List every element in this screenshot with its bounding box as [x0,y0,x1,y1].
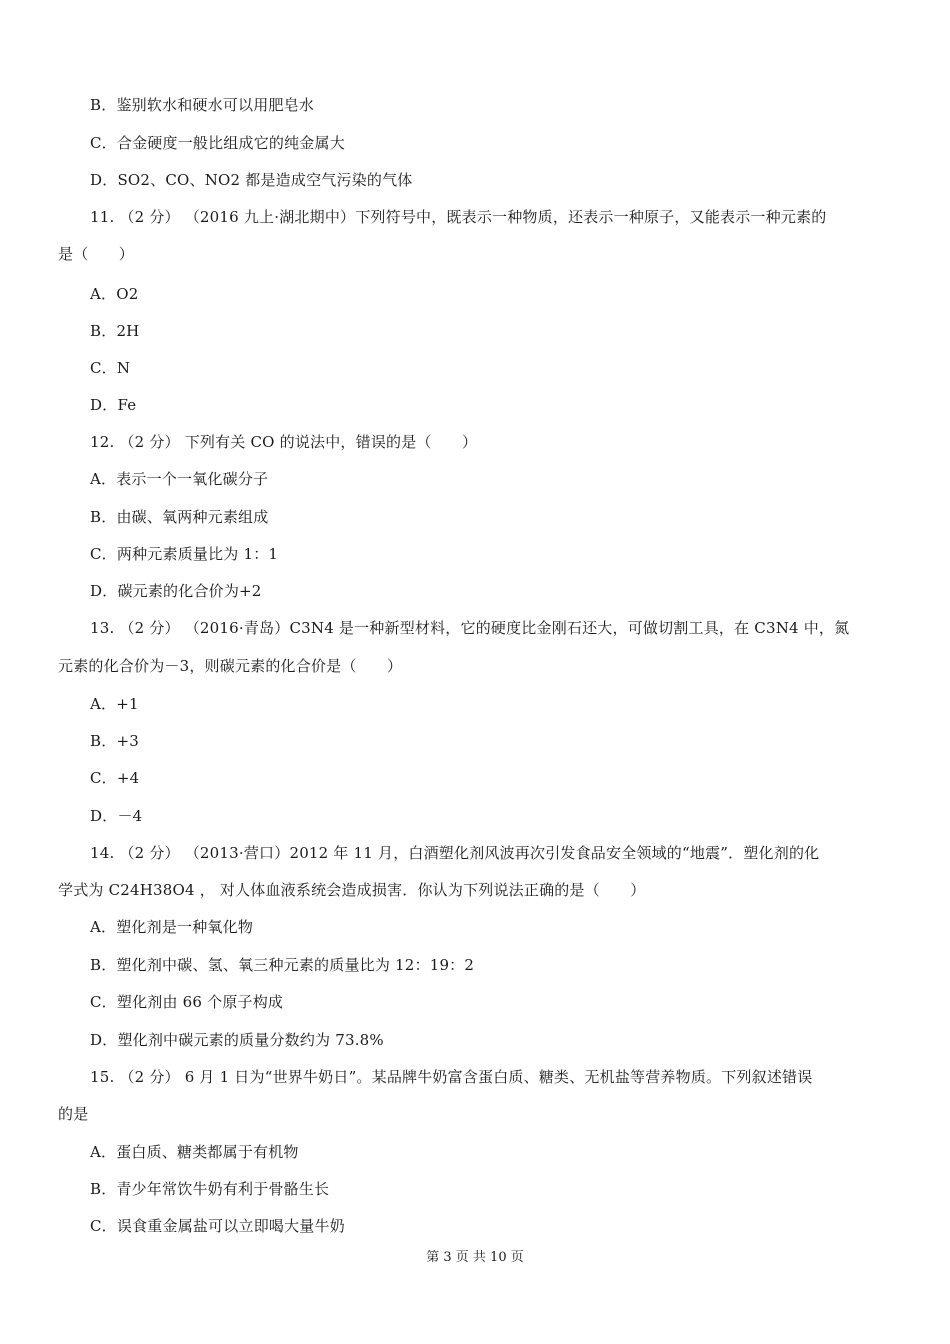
page-footer: 第 3 页 共 10 页 [426,1250,524,1265]
question-13-text-cont: 元素的化合价为－3，则碳元素的化合价是（ ） [58,657,403,675]
q11-option-d: D．Fe [90,396,137,414]
q13-option-b: B．+3 [90,732,139,750]
option-d: D．SO2、CO、NO2 都是造成空气污染的气体 [90,171,413,189]
option-b: B．鉴别软水和硬水可以用肥皂水 [90,96,315,114]
q13-option-c: C．+4 [90,769,140,787]
q14-option-c: C．塑化剂由 66 个原子构成 [90,993,284,1011]
q11-option-b: B．2H [90,322,140,340]
q12-option-d: D．碳元素的化合价为+2 [90,582,262,600]
question-13-text: 13. （2 分） （2016·青岛）C3N4 是一种新型材料，它的硬度比金刚石还大，可做切割工具，在 C3N4 中，氮 [90,619,850,637]
q12-option-a: A．表示一个一氧化碳分子 [90,470,269,488]
question-14-text: 14. （2 分） （2013·营口）2012 年 11 月，白酒塑化剂风波再次引发食品安全领域的“地震”．塑化剂的化 [90,844,820,862]
question-15-text-cont: 的是 [58,1105,89,1123]
q14-option-d: D．塑化剂中碳元素的质量分数约为 73.8% [90,1031,384,1049]
question-15-text: 15. （2 分） 6 月 1 日为“世界牛奶日”。某品牌牛奶富含蛋白质、糖类、无机盐等营养物质。下列叙述错误 [90,1068,813,1086]
question-11-text: 11. （2 分） （2016 九上·湖北期中）下列符号中，既表示一种物质，还表示一种原子，又能表示一种元素的 [90,208,827,226]
question-14-text-cont: 学式为 C24H38O4 ， 对人体血液系统会造成损害．你认为下列说法正确的是（ ） [58,881,646,899]
q12-option-b: B．由碳、氧两种元素组成 [90,508,269,526]
q15-option-b: B．青少年常饮牛奶有利于骨骼生长 [90,1180,330,1198]
q11-option-a: A．O2 [90,285,139,303]
q13-option-d: D．－4 [90,807,143,825]
option-c: C．合金硬度一般比组成它的纯金属大 [90,134,345,152]
q14-option-b: B．塑化剂中碳、氢、氧三种元素的质量比为 12：19：2 [90,956,475,974]
q13-option-a: A．+1 [90,695,139,713]
question-12-text: 12. （2 分） 下列有关 CO 的说法中，错误的是（ ） [90,433,478,451]
q14-option-a: A．塑化剂是一种氧化物 [90,918,254,936]
q15-option-a: A．蛋白质、糖类都属于有机物 [90,1143,299,1161]
question-11-text-cont: 是（ ） [58,245,135,263]
q12-option-c: C．两种元素质量比为 1：1 [90,545,279,563]
q11-option-c: C．N [90,359,131,377]
q15-option-c: C．误食重金属盐可以立即喝大量牛奶 [90,1217,345,1235]
